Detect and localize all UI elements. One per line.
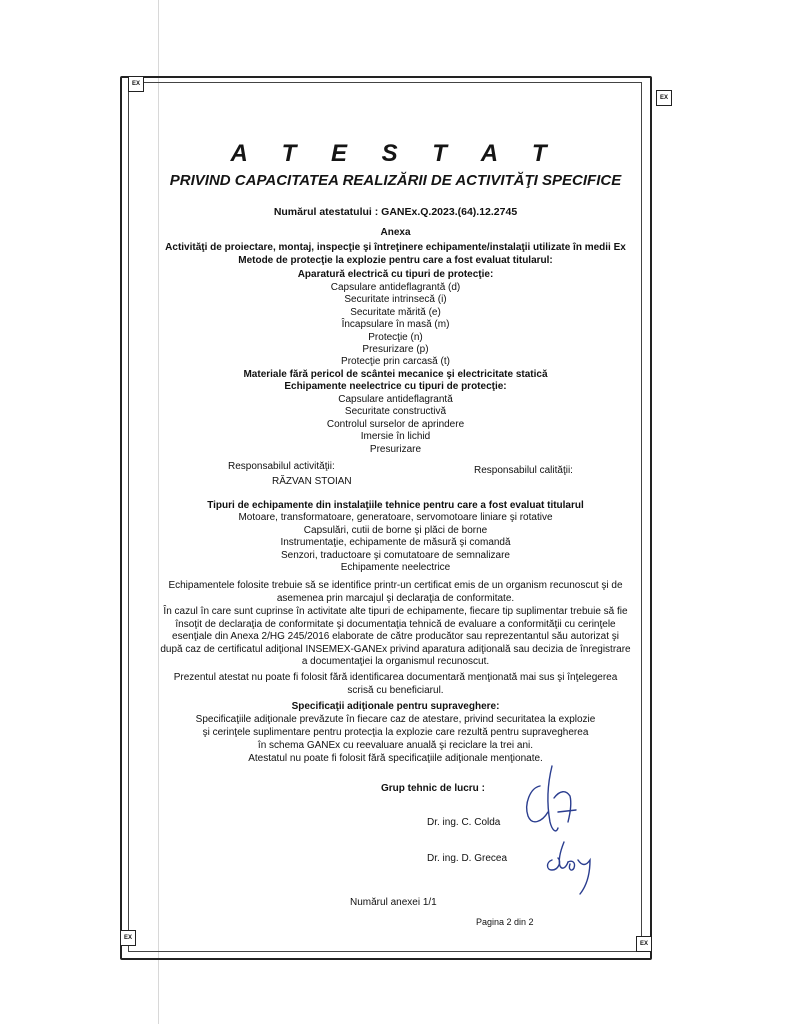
signature-grecea	[544, 838, 614, 900]
paragraph-line: însoţit de declaraţia de conformitate şi documentaţia tehnică de evaluare a conformităţii cu cerinţele	[175, 619, 616, 630]
list-item: Controlul surselor de aprindere	[326, 419, 465, 430]
responsible-quality-label: Responsabilul calităţii:	[474, 465, 573, 476]
specs-heading: Specificaţii adiţionale pentru supraveghere:	[291, 701, 500, 712]
list-item: Securitate mărită (e)	[350, 307, 441, 318]
list-item: Capsulare antideflagrantă	[338, 394, 453, 405]
ex-corner-mark-br: EX	[636, 936, 652, 952]
equipment-heading: Tipuri de echipamente din instalaţiile tehnice pentru care a fost evaluat titularul	[207, 500, 584, 511]
methods-heading: Metode de protecţie la explozie pentru care a fost evaluat titularul:	[238, 255, 553, 266]
paragraph-line: asemenea prin marcajul şi declaraţia de conformitate.	[276, 593, 515, 604]
activities-heading: Activităţi de proiectare, montaj, inspecţie şi întreţinere echipamente/instalaţii utilizate în medii Ex	[165, 242, 626, 253]
list-item: Securitate constructivă	[344, 406, 447, 417]
list-item: Securitate intrinsecă (i)	[344, 294, 447, 305]
list-item: Echipamente neelectrice	[340, 562, 451, 573]
ex-corner-mark-tr: EX	[656, 90, 672, 106]
document-subtitle: PRIVIND CAPACITATEA REALIZĂRII DE ACTIVITĂŢI SPECIFICE	[169, 172, 622, 189]
page-number: Pagina 2 din 2	[476, 917, 534, 927]
responsible-activity-name: RĂZVAN STOIAN	[272, 476, 352, 487]
nonelectrical-heading: Echipamente neelectrice cu tipuri de protecţie:	[284, 381, 507, 392]
paragraph-line: esenţiale din Anexa 2/HG 245/2016 elaborate de către producător sau reprezentantul său autorizat şi	[172, 631, 619, 642]
signer-1-name: Dr. ing. C. Colda	[427, 817, 501, 828]
ex-corner-mark-bl: EX	[120, 930, 136, 946]
ex-corner-mark-tl: EX	[128, 76, 144, 92]
list-item: Protecţie (n)	[368, 332, 423, 343]
paragraph-line: Prezentul atestat nu poate fi folosit fără identificarea documentară menţionată mai sus şi înţelegerea	[173, 672, 618, 683]
paragraph-line: Echipamentele folosite trebuie să se identifice printr-un certificat emis de un organism recunoscut şi de	[168, 580, 623, 591]
list-item: Motoare, transformatoare, generatoare, servomotoare liniare şi rotative	[238, 512, 553, 523]
list-item: Imersie în lichid	[360, 431, 431, 442]
specs-line: şi cerinţele suplimentare pentru protecţia la explozie care rezultă pentru supravegherea	[202, 727, 589, 738]
list-item: Presurizare (p)	[362, 344, 429, 355]
certificate-number: Numărul atestatului : GANEx.Q.2023.(64).12.2745	[273, 206, 518, 218]
paragraph-line: a documentaţiei la organismul recunoscut.	[301, 656, 490, 667]
list-item: Protecţie prin carcasă (t)	[341, 356, 450, 367]
list-item: Presurizare	[369, 444, 422, 455]
specs-line: Specificaţiile adiţionale prevăzute în fiecare caz de atestare, privind securitatea la explozie	[195, 714, 596, 725]
annex-label: Anexa	[380, 227, 411, 238]
paragraph-line: În cazul în care sunt cuprinse în activitate alte tipuri de echipamente, fiecare tip suplimentar trebuie să fie	[163, 606, 628, 617]
paragraph-line: după caz de certificatul adiţional INSEMEX-GANEx privind aparatura adiţională sau decizia de înregistrare	[160, 644, 631, 655]
signer-2-name: Dr. ing. D. Grecea	[427, 853, 508, 864]
working-group-label: Grup tehnic de lucru :	[381, 783, 485, 794]
document-title: A T E S T A T	[230, 140, 561, 167]
list-item: Încapsulare în masă (m)	[341, 319, 450, 330]
annex-number: Numărul anexei 1/1	[350, 897, 437, 908]
electrical-heading: Aparatură electrică cu tipuri de protecţie:	[297, 269, 494, 280]
paragraph-line: scrisă cu beneficiarul.	[347, 685, 444, 696]
responsible-activity-label: Responsabilul activităţii:	[228, 461, 335, 472]
materials-heading: Materiale fără pericol de scântei mecanice şi electricitate statică	[243, 369, 548, 380]
signature-colda	[512, 760, 592, 840]
list-item: Senzori, traductoare şi comutatoare de semnalizare	[280, 550, 510, 561]
list-item: Capsulări, cutii de borne şi plăci de borne	[303, 525, 488, 536]
specs-line: în schema GANEx cu reevaluare anuală şi reciclare la trei ani.	[257, 740, 534, 751]
list-item: Instrumentaţie, echipamente de măsură şi comandă	[280, 537, 511, 548]
specs-line: Atestatul nu poate fi folosit fără specificaţiile adiţionale menţionate.	[248, 753, 543, 764]
list-item: Capsulare antideflagrantă (d)	[330, 282, 461, 293]
